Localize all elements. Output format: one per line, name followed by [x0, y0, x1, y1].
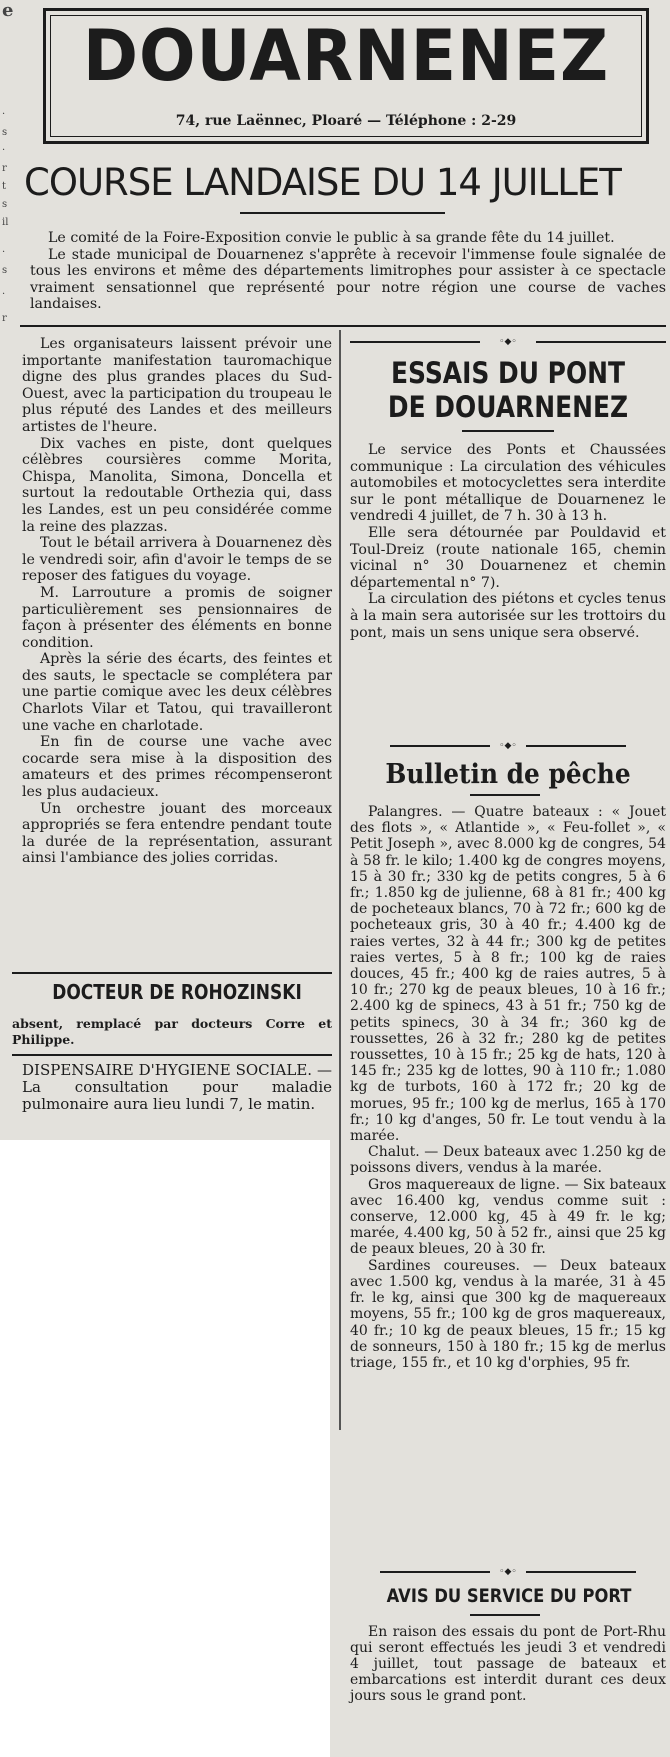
stub-letter: e: [2, 0, 14, 21]
essais-body: [350, 442, 666, 641]
article-paragraph: Un orchestre jouant des morceaux appropriés se fera entendre pendant toute la durée de la représentation, assurant ainsi l'ambiance des jolies corridas.: [22, 800, 332, 867]
masthead: [43, 8, 649, 144]
course-landaise-body: [22, 336, 332, 867]
headline-rule: [240, 212, 445, 214]
article-paragraph: Palangres. — Quatre bateaux : « Jouet des flots », « Atlantide », « Feu-follet », « Petit Joseph », avec 8.000 kg de congres, 54 à 58 fr. le kilo; 1.400 kg de congres moyens, 15 à 30 fr.; 330 kg de petits congres, 5 à 6 fr.; 1.850 kg de julienne, 68 à 81 fr.; 400 kg de pocheteaux blancs, 70 à 72 fr.; 600 kg de pocheteaux gris, 30 à 40 fr.; 4.400 kg de raies vertes, 32 à 44 fr.; 300 kg de petites raies vertes, 5 à 8 fr.; 100 kg de raies douces, 45 fr.; 400 kg de raies autres, 5 à 10 fr.; 270 kg de peaux bleues, 10 à 16 fr.; 2.400 kg de spinecs, 43 à 51 fr.; 750 kg de petits spinecs, 30 à 34 fr.; 360 kg de roussettes, 26 à 32 fr.; 280 kg de petites roussettes, 10 à 15 fr.; 25 kg de hats, 120 à 145 fr.; 235 kg de lottes, 90 à 110 fr.; 1.080 kg de turbots, 160 à 172 fr.; 20 kg de morues, 95 fr.; 100 kg de merlus, 165 à 170 fr.; 10 kg d'anges, 50 fr. Le tout vendu à la marée.: [350, 804, 666, 1145]
section-rule: [12, 972, 332, 974]
dispensaire-title: DISPENSAIRE D'HYGIENE SOCIALE.: [22, 1061, 313, 1079]
article-paragraph: Les organisateurs laissent prévoir une importante manifestation tauromachique digne des plus grandes places du Sud-Ouest, avec la participation du troupeau le plus réputé des Landes et des meilleurs artistes de l'heure.: [22, 336, 332, 435]
course-landaise-headline: COURSE LANDAISE DU 14 JUILLET: [24, 161, 621, 204]
intro-paragraph: Le comité de la Foire-Exposition convie le public à sa grande fête du 14 juillet.: [48, 230, 615, 246]
essais-heading: [372, 356, 644, 424]
ornament-glyph: ◦◆◦: [499, 337, 517, 347]
stub-letter: s: [2, 265, 8, 276]
article-paragraph: Le service des Ponts et Chaussées communique : La circulation des véhicules automobiles et motocyclettes sera interdite sur le pont métallique de Douarnenez le vendredi 4 juillet, de 7 h. 30 à 13 h.: [350, 442, 666, 525]
stub-letter: r: [2, 163, 7, 174]
stub-letter: ·: [2, 247, 6, 258]
article-paragraph: Chalut. — Deux bateaux avec 1.250 kg de poissons divers, vendus à la marée.: [350, 1144, 666, 1177]
ornament-divider: [350, 1566, 666, 1578]
stub-letter: t: [2, 181, 7, 192]
essais-heading-line: DE DOUARNENEZ: [387, 390, 629, 424]
stub-letter: ·: [2, 109, 6, 120]
heading-rule: [470, 1614, 540, 1616]
article-paragraph: Tout le bétail arrivera à Douarnenez dès le vendredi soir, afin d'avoir le temps de se reposer des fatigues du voyage.: [22, 535, 332, 585]
avis-heading: AVIS DU SERVICE DU PORT: [386, 1585, 632, 1607]
avis-body: [350, 1624, 666, 1704]
ornament-divider: [350, 740, 666, 752]
bulletin-body: [350, 804, 666, 1371]
docteur-heading: DOCTEUR DE ROHOZINSKI: [52, 980, 302, 1004]
masthead-address: 74, rue Laënnec, Ploaré — Téléphone : 2-29: [175, 113, 517, 129]
stub-letter: s: [2, 127, 8, 138]
stub-letter: r: [2, 313, 7, 324]
course-landaise-intro: [30, 230, 666, 313]
article-paragraph: Gros maquereaux de ligne. — Six bateaux avec 16.400 kg, vendus comme suit : conserve, 12.000 kg, 45 à 49 fr. le kg; marée, 4.400 kg, 50 à 52 fr., ainsi que 25 kg de peaux bleues, 20 à 30 fr.: [350, 1176, 666, 1258]
article-paragraph: La circulation des piétons et cycles tenus à la main sera autorisée sur les trottoirs du pont, mais un sens unique sera observé.: [350, 591, 666, 641]
stub-letter: ·: [2, 145, 6, 156]
heading-rule: [462, 430, 554, 432]
essais-heading-line: ESSAIS DU PONT: [390, 356, 626, 390]
ornament-glyph: ◦◆◦: [499, 1567, 517, 1577]
column-rule: [339, 330, 341, 1430]
dispensaire-notice: [22, 1062, 332, 1113]
dispensaire-text: — La consultation pour maladie pulmonaire aura lieu lundi 7, le matin.: [22, 1061, 332, 1113]
article-paragraph: Dix vaches en piste, dont quelques célèbres coursières comme Morita, Chispa, Manolita, Simona, Doncella et surtout la redoutable Orthezia qui, dass les Landes, est un peu considérée comme la reine des plazzas.: [22, 435, 332, 535]
heading-rule: [470, 794, 540, 796]
article-paragraph: En fin de course une vache avec cocarde sera mise à la disposition des amateurs et des primes récompenseront les plus audacieux.: [22, 734, 332, 801]
article-paragraph: M. Larrouture a promis de soigner particulièrement ses pensionnaires de façon à présenter des éléments en bonne condition.: [22, 584, 332, 651]
section-rule: [20, 325, 666, 327]
ornament-glyph: ◦◆◦: [499, 741, 517, 751]
article-paragraph: Sardines coureuses. — Deux bateaux avec 1.500 kg, vendus à la marée, 31 à 45 fr. le kg, ainsi que 300 kg de maquereaux moyens, 55 fr.; 100 kg de gros maquereaux, 40 fr.; 10 kg de peaux bleues, 15 fr.; 15 kg de sonneurs, 150 à 180 fr.; 15 kg de merlus triage, 155 fr., et 10 kg d'orphies, 95 fr.: [350, 1257, 666, 1371]
article-paragraph: En raison des essais du pont de Port-Rhu qui seront effectués les jeudi 3 et vendredi 4 juillet, tout passage de bateaux et embarcations est interdit durant ces deux jours sous le grand pont.: [350, 1624, 666, 1704]
section-rule: [12, 1054, 332, 1056]
article-paragraph: Elle sera détournée par Pouldavid et Toul-Dreiz (route nationale 165, chemin vicinal n° 30 Douarnenez et chemin départemental n° 7).: [350, 524, 666, 591]
stub-letter: ·: [2, 289, 6, 300]
masthead-title: DOUARNENEZ: [82, 15, 610, 97]
stub-letter: il: [2, 217, 9, 228]
bulletin-heading: Bulletin de pêche: [385, 759, 631, 790]
article-paragraph: Après la série des écarts, des feintes et des sauts, le spectacle se complétera par une partie comique avec les deux célèbres Charlots Vilar et Tatou, qui travailleront une vache en charlotade.: [22, 651, 332, 734]
docteur-text: absent, remplacé par docteurs Corre et Philippe.: [12, 1016, 332, 1047]
ornament-divider: [350, 336, 666, 348]
stub-letter: s: [2, 199, 8, 210]
intro-paragraph: Le stade municipal de Douarnenez s'apprête à recevoir l'immense foule signalée de tous les environs et même des départements limitrophes pour assister à ce spectacle vraiment sensationnel que représenté pour notre région une course de vaches landaises.: [30, 246, 666, 313]
